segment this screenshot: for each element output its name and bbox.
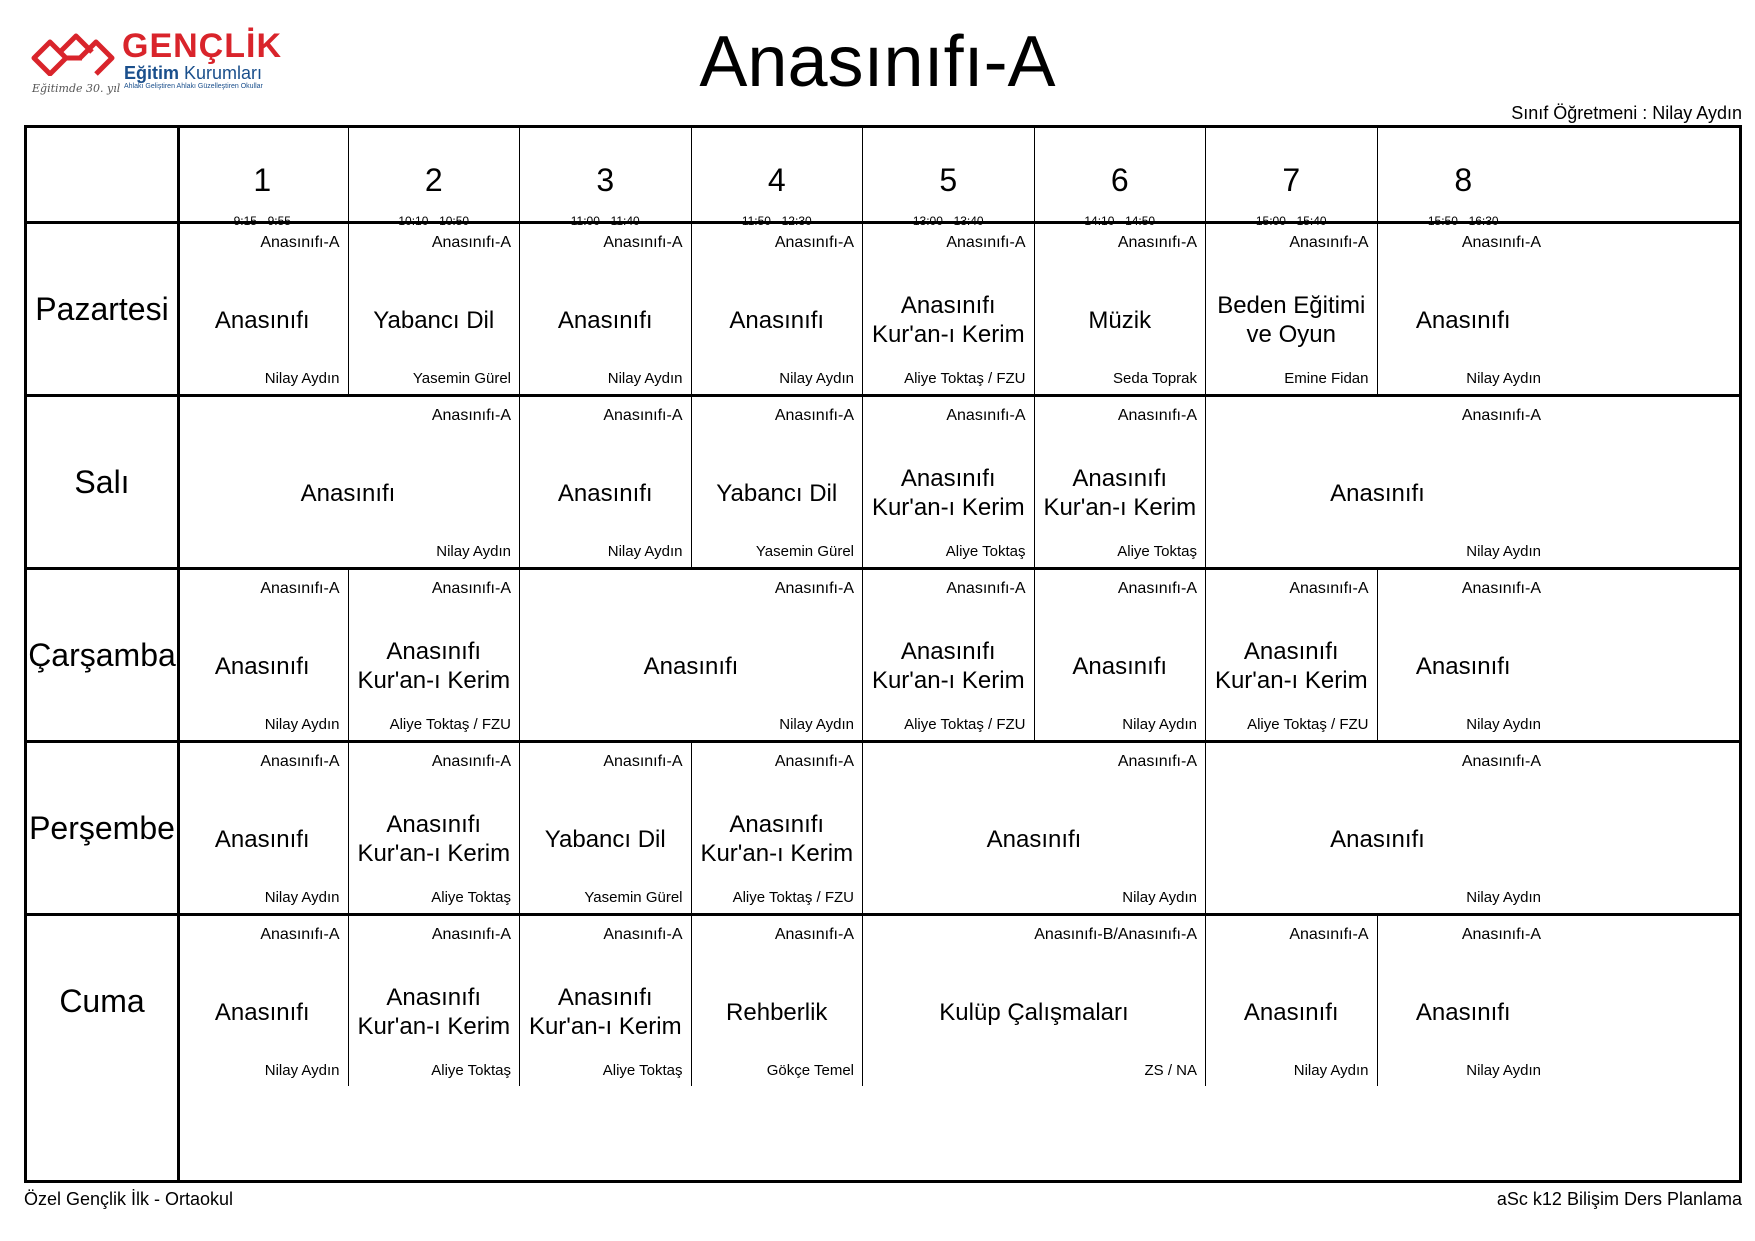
lesson-class: Anasınıfı-A [1461,234,1541,251]
lesson-subject: Anasınıfı Kur'an-ı Kerim [1214,638,1368,694]
period-number: 6 [1110,162,1129,198]
lesson-teacher: Aliye Toktaş / FZU [904,716,1026,733]
lesson-class: Anasınıfı-A [260,753,340,770]
lesson-subject: Anasınıfı Kur'an-ı Kerim [357,811,511,867]
lesson-teacher: Yasemin Gürel [755,543,854,560]
lesson-subject: Anasınıfı [214,825,310,853]
lesson-cell [863,397,1035,567]
lesson-subject: Anasınıfı [214,652,310,680]
lesson-cell [1035,397,1207,567]
lesson-cell [692,743,864,913]
lesson-class: Anasınıfı-A [774,407,854,424]
lesson-teacher: Aliye Toktaş [431,1062,511,1079]
lesson-teacher: Aliye Toktaş [1117,543,1197,560]
page-title: Anasınıfı-A [699,22,1056,102]
lesson-subject: Anasınıfı Kur'an-ı Kerim [871,638,1025,694]
lesson-class: Anasınıfı-A [1117,753,1197,770]
lesson-cell [1206,397,1549,567]
lesson-subject: Anasınıfı [1243,998,1339,1026]
lesson-subject: Anasınıfı [557,479,653,507]
lesson-teacher: Seda Toprak [1113,370,1197,387]
lesson-teacher: Nilay Aydın [779,716,854,733]
footer-school: Özel Gençlik İlk - Ortaokul [24,1189,234,1209]
day-column-divider [177,128,180,1180]
lesson-teacher: Gökçe Temel [766,1062,854,1079]
lesson-subject: Anasınıfı Kur'an-ı Kerim [700,811,854,867]
lesson-subject: Yabancı Dil [716,479,838,507]
lesson-class: Anasınıfı-A [603,926,683,943]
row-divider [27,740,1739,743]
lesson-teacher: Nilay Aydın [1122,716,1197,733]
lesson-cell [1206,916,1378,1086]
lesson-cell [1035,570,1207,740]
lesson-subject: Yabancı Dil [544,825,666,853]
lesson-class: Anasınıfı-A [260,234,340,251]
lesson-class: Anasınıfı-A [260,926,340,943]
lesson-teacher: Nilay Aydın [607,370,683,387]
lesson-teacher: Nilay Aydın [436,543,511,560]
lesson-cell [692,224,864,394]
lesson-subject: Anasınıfı [1330,825,1425,853]
lesson-teacher: Aliye Toktaş / FZU [732,889,854,906]
period-header [1206,128,1378,221]
lesson-class: Anasınıfı-A [603,753,683,770]
lesson-class: Anasınıfı-A [1289,926,1369,943]
lesson-class: Anasınıfı-A [1461,407,1541,424]
lesson-class: Anasınıfı-A [260,580,340,597]
lesson-class: Anasınıfı-A [1289,234,1369,251]
lesson-teacher: Yasemin Gürel [584,889,683,906]
lesson-cell [1378,916,1550,1086]
lesson-cell [1035,224,1207,394]
lesson-subject: Anasınıfı [729,306,825,334]
day-label: Cuma [59,982,145,1019]
lesson-class: Anasınıfı-A [1117,407,1197,424]
lesson-cell [1378,224,1550,394]
lesson-class: Anasınıfı-A [1289,580,1369,597]
lesson-cell [1206,570,1378,740]
lesson-cell [520,570,863,740]
lesson-subject: Anasınıfı Kur'an-ı Kerim [528,984,682,1040]
lesson-subject: Anasınıfı [1330,479,1425,507]
lesson-class: Anasınıfı-A [431,753,511,770]
lesson-subject: Anasınıfı [1415,652,1511,680]
lesson-subject: Anasınıfı [300,479,396,507]
lesson-class: Anasınıfı-A [603,234,683,251]
lesson-subject: Anasınıfı Kur'an-ı Kerim [871,292,1025,348]
lesson-class: Anasınıfı-B/Anasınıfı-A [1034,926,1197,943]
lesson-subject: Anasınıfı [1415,998,1511,1026]
lesson-teacher: Nilay Aydın [1466,370,1541,387]
lesson-teacher: Nilay Aydın [1122,889,1197,906]
lesson-cell [349,570,521,740]
lesson-subject: Beden Eğitimi ve Oyun [1217,292,1366,348]
logo-tagline: Ahlakı Geliştiren Ahlakı Güzelleştiren Okullar [124,83,263,90]
lesson-cell [349,743,521,913]
period-number: 4 [767,162,786,198]
lesson-cell [520,397,692,567]
footer-software: aSc k12 Bilişim Ders Planlama [1496,1189,1742,1209]
lesson-class: Anasınıfı-A [431,234,511,251]
lesson-cell [1206,224,1378,394]
lesson-teacher: Aliye Toktaş [602,1062,683,1079]
lesson-teacher: Nilay Aydın [1466,1062,1541,1079]
day-label: Salı [74,463,130,500]
period-number: 2 [424,162,443,198]
lesson-class: Anasınıfı-A [603,407,683,424]
row-divider [27,221,1739,224]
lesson-cell [692,397,864,567]
lesson-cell [177,570,349,740]
lesson-cell [863,224,1035,394]
lesson-cell [863,743,1206,913]
lesson-subject: Anasınıfı [1415,306,1511,334]
period-number: 8 [1454,162,1473,198]
lesson-class: Anasınıfı-A [774,234,854,251]
period-header [692,128,864,221]
lesson-class: Anasınıfı-A [1117,234,1197,251]
period-number: 3 [596,162,615,198]
lesson-subject: Anasınıfı [643,652,739,680]
lesson-cell [863,570,1035,740]
lesson-subject: Anasınıfı Kur'an-ı Kerim [357,984,511,1040]
lesson-subject: Anasınıfı Kur'an-ı Kerim [357,638,511,694]
day-label: Perşembe [29,809,175,846]
lesson-class: Anasınıfı-A [774,753,854,770]
lesson-teacher: Nilay Aydın [1466,889,1541,906]
lesson-cell [177,743,349,913]
lesson-subject: Anasınıfı [214,998,310,1026]
period-header [1035,128,1207,221]
period-header [349,128,521,221]
period-header [520,128,692,221]
row-divider [27,394,1739,397]
lesson-teacher: Nilay Aydın [1466,716,1541,733]
lesson-class: Anasınıfı-A [431,580,511,597]
lesson-subject: Anasınıfı Kur'an-ı Kerim [871,465,1025,521]
lesson-class: Anasınıfı-A [1461,926,1541,943]
row-divider [27,913,1739,916]
lesson-teacher: ZS / NA [1144,1062,1197,1079]
lesson-cell [349,224,521,394]
lesson-teacher: Nilay Aydın [264,1062,340,1079]
period-header [1378,128,1550,221]
lesson-cell [520,743,692,913]
logo-signature: Eğitimde 30. yıl [32,82,121,95]
lesson-cell [863,916,1206,1086]
day-label: Çarşamba [28,636,176,673]
lesson-cell [520,224,692,394]
lesson-cell [692,916,864,1086]
day-label: Pazartesi [35,290,169,327]
lesson-teacher: Aliye Toktaş / FZU [1247,716,1369,733]
lesson-teacher: Nilay Aydın [1466,543,1541,560]
lesson-cell [349,916,521,1086]
lesson-teacher: Nilay Aydın [1293,1062,1369,1079]
lesson-subject: Yabancı Dil [373,306,495,334]
lesson-subject: Anasınıfı Kur'an-ı Kerim [1043,465,1197,521]
logo-subtitle: Eğitim Kurumları [124,63,263,83]
lesson-class: Anasınıfı-A [1461,580,1541,597]
lesson-teacher: Nilay Aydın [264,716,340,733]
lesson-teacher: Nilay Aydın [607,543,683,560]
lesson-class: Anasınıfı-A [431,926,511,943]
lesson-class: Anasınıfı-A [774,580,854,597]
lesson-subject: Anasınıfı [214,306,310,334]
period-header [177,128,349,221]
lesson-cell [520,916,692,1086]
lesson-cell [1206,743,1549,913]
timetable-grid [24,125,1742,1183]
period-number: 1 [253,162,272,198]
lesson-cell [177,224,349,394]
lesson-class: Anasınıfı-A [946,407,1026,424]
lesson-teacher: Emine Fidan [1284,370,1369,387]
lesson-subject: Kulüp Çalışmaları [939,998,1129,1026]
lesson-class: Anasınıfı-A [431,407,511,424]
lesson-cell [1378,570,1550,740]
lesson-cell [177,397,520,567]
lesson-subject: Anasınıfı [1072,652,1168,680]
period-number: 7 [1282,162,1301,198]
lesson-teacher: Nilay Aydın [264,889,340,906]
lesson-teacher: Aliye Toktaş [431,889,511,906]
lesson-class: Anasınıfı-A [774,926,854,943]
lesson-class: Anasınıfı-A [1117,580,1197,597]
lesson-subject: Müzik [1088,306,1152,334]
lesson-teacher: Nilay Aydın [779,370,854,387]
lesson-teacher: Yasemin Gürel [412,370,511,387]
lesson-subject: Rehberlik [726,998,828,1026]
period-header [863,128,1035,221]
lesson-class: Anasınıfı-A [1461,753,1541,770]
period-number: 5 [939,162,958,198]
lesson-teacher: Aliye Toktaş / FZU [389,716,511,733]
lesson-class: Anasınıfı-A [946,580,1026,597]
lesson-cell [177,916,349,1086]
lesson-teacher: Aliye Toktaş [945,543,1026,560]
lesson-subject: Anasınıfı [986,825,1082,853]
class-teacher: Sınıf Öğretmeni : Nilay Aydın [1511,103,1742,123]
lesson-class: Anasınıfı-A [946,234,1026,251]
lesson-subject: Anasınıfı [557,306,653,334]
row-divider [27,567,1739,570]
logo-brand-text: GENÇLİK [122,27,282,65]
lesson-teacher: Nilay Aydın [264,370,340,387]
lesson-teacher: Aliye Toktaş / FZU [904,370,1026,387]
